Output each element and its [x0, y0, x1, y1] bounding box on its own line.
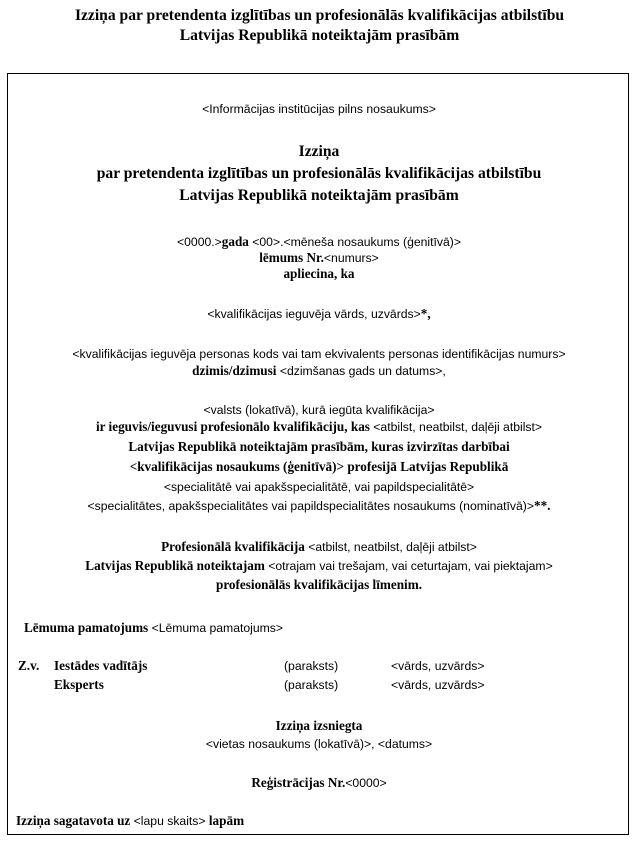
pages-value: <lapu skaits>: [130, 814, 209, 828]
profession-text: <kvalifikācijas nosaukums (ģenitīvā)> profesijā Latvijas Republikā: [129, 459, 509, 474]
personal-code: <kvalifikācijas ieguvēja personas kods vai tam ekvivalents personas identifikācijas numurs>: [72, 347, 566, 361]
qualification-country: <valsts (lokatīvā), kurā iegūta kvalifikācija>: [203, 403, 435, 417]
signatory-name-head: <vārds, uzvārds>: [391, 659, 485, 673]
lr-level-value: <otrajam vai trešajam, vai ceturtajam, vai piektajam>: [264, 559, 553, 573]
pq-label: Profesionālā kvalifikācija: [161, 539, 305, 554]
specialty-name: <specialitātes, apakšspecialitātes vai papildspecialitātes nosaukums (nominatīvā)>: [87, 499, 534, 513]
holder-name: [8, 306, 630, 322]
certificate-title: Izziņa: [298, 143, 340, 160]
decision-date: [8, 234, 630, 250]
basis-label: Lēmuma pamatojums: [24, 620, 149, 635]
registration-number: [8, 775, 630, 791]
seal-mark: Z.v.: [18, 658, 40, 673]
date-year: <0000.>: [177, 235, 222, 249]
page-heading-line-2: Latvijas Republikā noteiktajām prasībām: [179, 27, 460, 44]
issued-heading: [8, 718, 630, 734]
institution-name: <Informācijas institūcijas pilns nosaukums>: [202, 102, 436, 116]
registration-label: Reģistrācijas Nr.: [251, 775, 346, 790]
pages-unit: lapām: [208, 813, 245, 828]
certifies-text: [8, 266, 630, 282]
born-value: <dzimšanas gads un datums>,: [276, 364, 446, 378]
page-heading-line-1: Izziņa par pretendenta izglītības un profesionālās kvalifikācijas atbilstību: [74, 7, 565, 24]
signatory-name-expert: <vārds, uzvārds>: [391, 678, 485, 692]
holder-name-placeholder: <kvalifikācijas ieguvēja vārds, uzvārds>: [207, 307, 421, 321]
issued-label: Izziņa izsniegta: [275, 718, 363, 733]
date-year-label: gada: [221, 234, 249, 249]
qualification-level: [8, 577, 630, 593]
signature-placeholder-expert: (paraksts): [284, 678, 339, 692]
date-day-month: <00>.<mēneša nosaukums (ģenitīvā)>: [248, 235, 461, 249]
birth-line: [8, 363, 630, 379]
profession-line: [8, 459, 630, 475]
signatory-role-head: Iestādes vadītājs: [54, 658, 148, 673]
page-count-line: [16, 813, 244, 829]
specialty-footnote-mark: **.: [533, 498, 551, 513]
acquired-label: ir ieguvis/ieguvusi profesionālo kvalifikāciju, kas: [95, 419, 370, 434]
pages-label: Izziņa sagatavota uz: [16, 813, 131, 828]
lr-requirements-text: Latvijas Republikā noteiktajām prasībām, kuras izvirzītas darbībai: [128, 439, 510, 454]
certificate-frame: [7, 73, 629, 835]
signatory-role-expert: Eksperts: [54, 677, 104, 692]
basis-value: <Lēmuma pamatojums>: [148, 621, 283, 635]
lr-level-line: [8, 558, 630, 574]
qualification-level-text: profesionālās kvalifikācijas līmenim.: [215, 577, 422, 592]
professional-qualification: [8, 539, 630, 555]
specialty-line: <specialitātē vai apakšspecialitātē, vai papildspecialitātē>: [163, 480, 475, 494]
acquired-qualification: [8, 419, 630, 435]
lr-level-label: Latvijas Republikā noteiktajam: [85, 558, 265, 573]
certificate-title-line-2: par pretendenta izglītības un profesionālās kvalifikācijas atbilstību: [96, 165, 542, 182]
acquired-value: <atbilst, neatbilst, daļēji atbilst>: [369, 420, 542, 434]
decision-number-label: lēmums Nr.: [259, 250, 324, 265]
holder-name-footnote-mark: *,: [420, 306, 431, 321]
certificate-title-line-3: Latvijas Republikā noteiktajām prasībām: [179, 187, 459, 204]
certifies-label: apliecina, ka: [283, 266, 355, 281]
lr-requirements: [8, 439, 630, 455]
signature-placeholder-head: (paraksts): [284, 659, 339, 673]
specialty-name-line: [8, 498, 630, 514]
pq-value: <atbilst, neatbilst, daļēji atbilst>: [304, 540, 477, 554]
decision-number-value: <numurs>: [323, 251, 379, 265]
decision-number: [8, 250, 630, 266]
issued-place-date: <vietas nosaukums (lokatīvā)>, <datums>: [205, 737, 433, 751]
decision-basis: [24, 620, 283, 636]
born-label: dzimis/dzimusi: [192, 363, 277, 378]
registration-value: <0000>: [345, 776, 387, 790]
